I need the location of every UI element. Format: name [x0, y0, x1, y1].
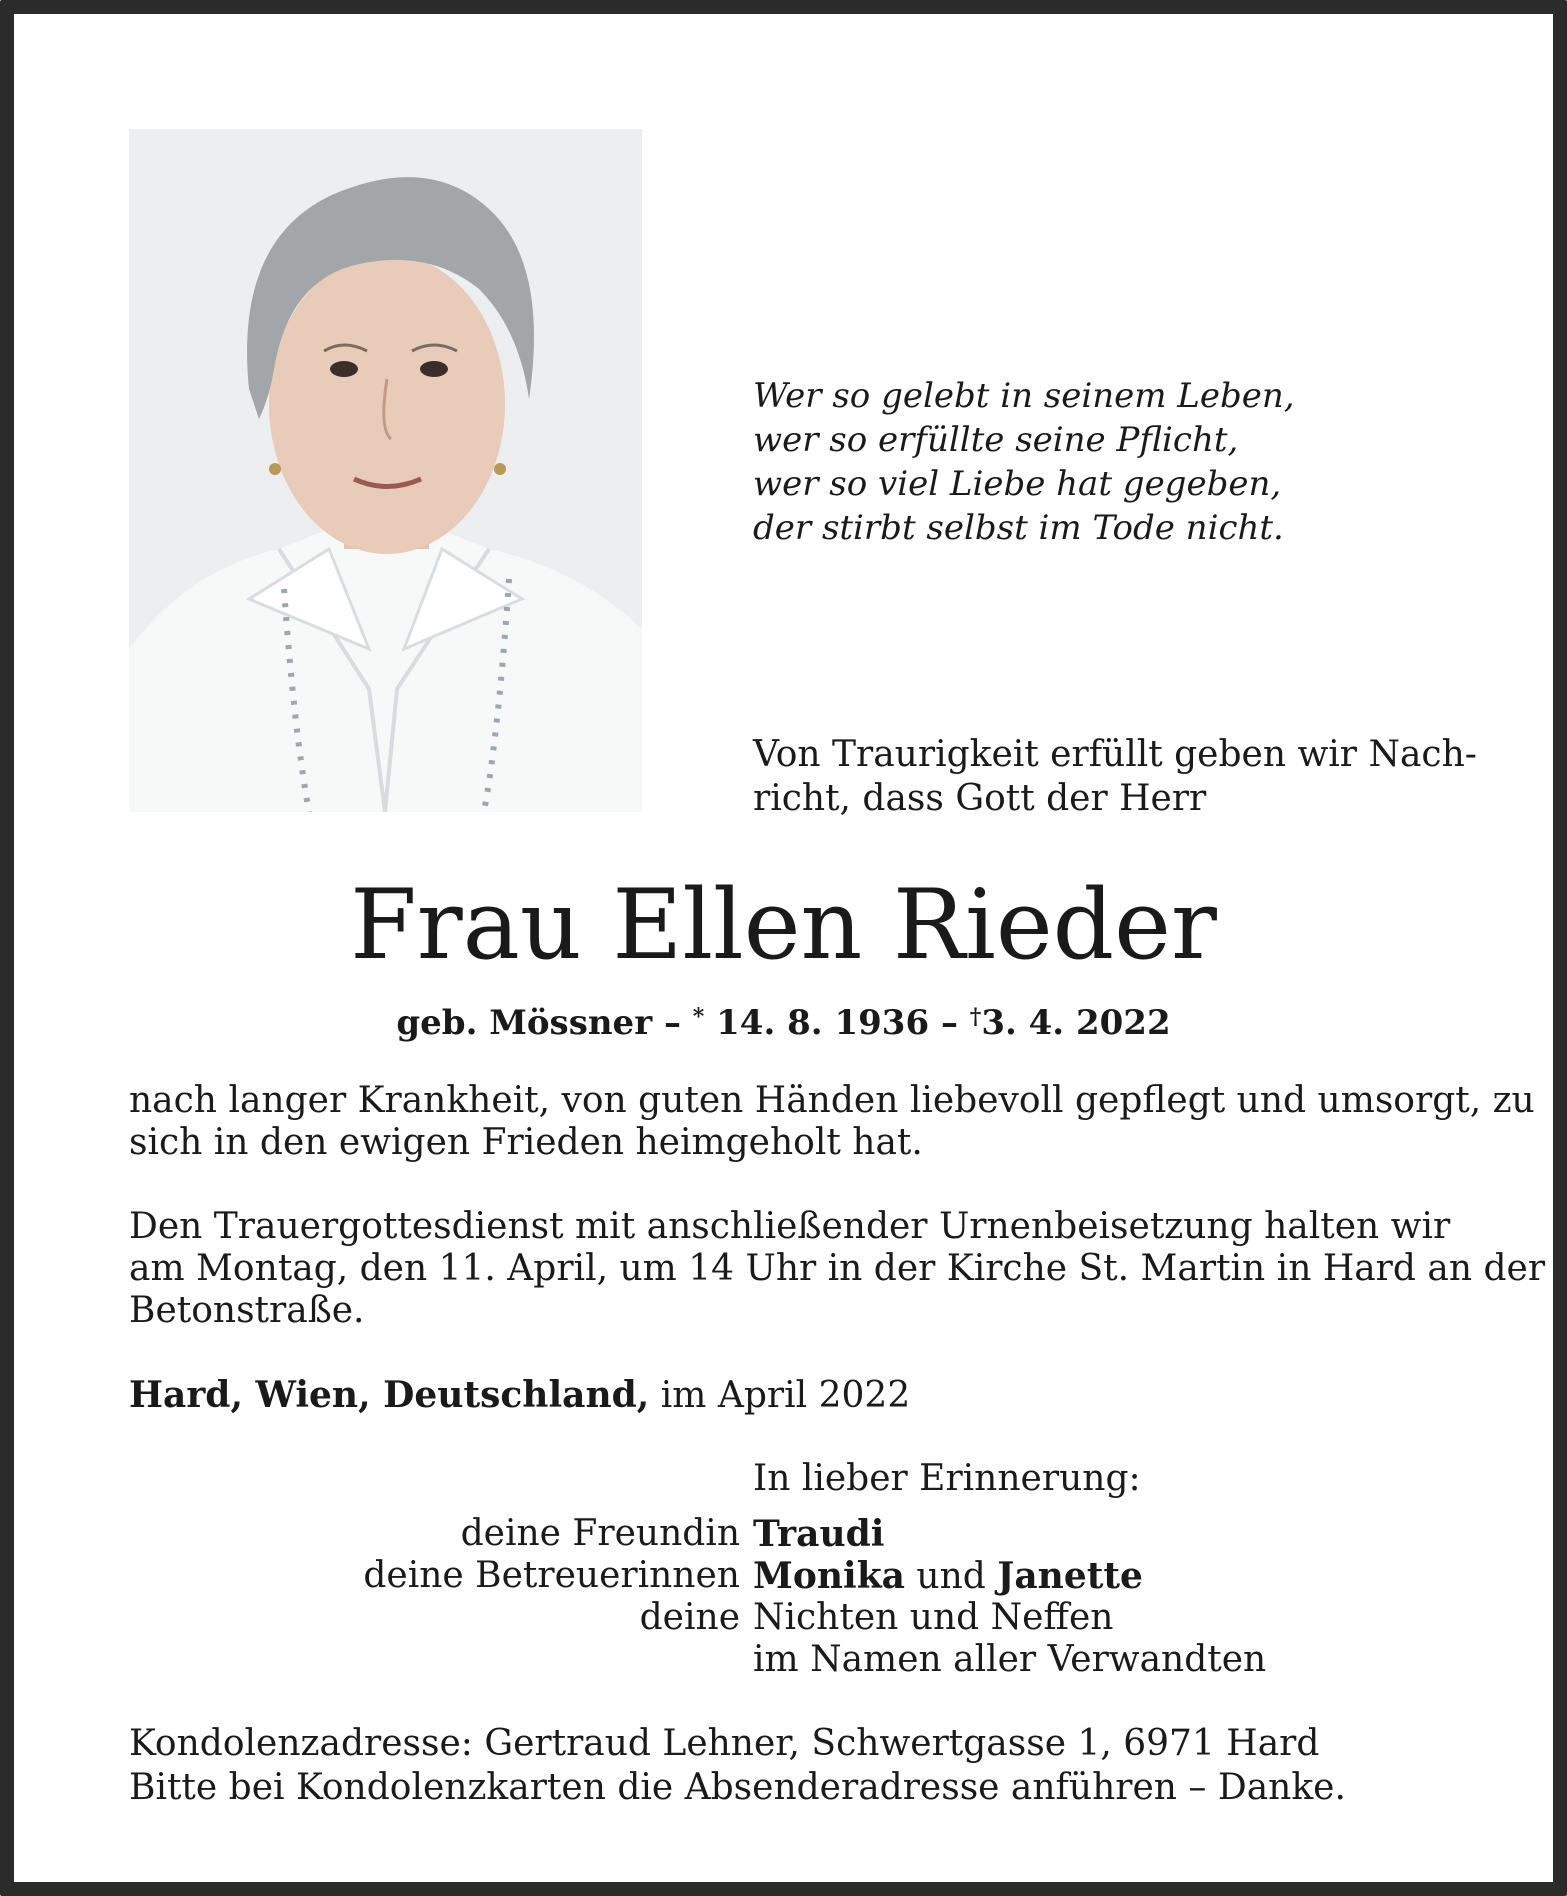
notice-date: im April 2022: [649, 1375, 911, 1416]
places: Hard, Wien, Deutschland,: [129, 1374, 650, 1416]
birth-date: 14. 8. 1936: [704, 1003, 930, 1043]
verse-line: wer so viel Liebe hat gegeben,: [753, 464, 1282, 504]
verse-line: wer so erfüllte seine Pflicht,: [753, 420, 1239, 460]
paragraph-line: am Montag, den 11. April, um 14 Uhr in der Kirche St. Martin in Hard an der: [129, 1248, 1546, 1289]
condolence-address: Kondolenzadresse: Gertraud Lehner, Schwertgasse 1, 6971 Hard: [129, 1723, 1320, 1764]
maiden-name: geb. Mössner: [396, 1003, 653, 1043]
signer-role-relatives: deine: [639, 1597, 740, 1638]
paragraph-line: Den Trauergottesdienst mit anschließender Urnenbeisetzung halten wir: [129, 1206, 1451, 1247]
paragraph-passing: [129, 1080, 1535, 1164]
memorial-verse: [753, 374, 1453, 550]
portrait-photo: [129, 129, 642, 812]
conjunction: und: [904, 1556, 998, 1597]
separator: –: [929, 1003, 970, 1043]
paragraph-line: sich in den ewigen Frieden heimgeholt hat.: [129, 1122, 923, 1163]
death-date: 3. 4. 2022: [981, 1003, 1171, 1043]
place-and-date: [129, 1373, 910, 1418]
birth-star-icon: *: [692, 1004, 705, 1030]
signer-name-friend: Traudi: [753, 1513, 885, 1555]
signer-all-relatives: im Namen aller Verwandten: [753, 1639, 1267, 1680]
intro-line: richt, dass Gott der Herr: [753, 778, 1207, 819]
verse-line: der stirbt selbst im Tode nicht.: [753, 508, 1284, 548]
signer-name-carers: [753, 1554, 1143, 1599]
verse-line: Wer so gelebt in seinem Leben,: [753, 376, 1295, 416]
separator: –: [652, 1003, 693, 1043]
condolence-footer: [129, 1722, 1346, 1810]
signer-name-relatives: Nichten und Neffen: [753, 1597, 1114, 1638]
signer-role-friend: deine Freundin: [460, 1513, 740, 1554]
death-cross-icon: †: [969, 1004, 982, 1030]
paragraph-line: nach langer Krankheit, von guten Händen liebevoll gepflegt und umsorgt, zu: [129, 1080, 1535, 1121]
carer-name: Monika: [753, 1555, 905, 1597]
intro-line: Von Traurigkeit erfüllt geben wir Nach-: [753, 734, 1477, 775]
signer-role-carers: deine Betreuerinnen: [363, 1555, 740, 1596]
condolence-note: Bitte bei Kondolenzkarten die Absenderadresse anführen – Danke.: [129, 1767, 1346, 1808]
paragraph-line: Betonstraße.: [129, 1290, 365, 1331]
announcement-intro: [753, 733, 1477, 821]
deceased-name: Frau Ellen Rieder: [350, 869, 1217, 981]
paragraph-service: [129, 1206, 1546, 1332]
memory-heading: In lieber Erinnerung:: [753, 1458, 1141, 1499]
portrait-icon: [129, 129, 642, 812]
life-dates: [0, 995, 1567, 1045]
carer-name: Janette: [997, 1555, 1143, 1597]
